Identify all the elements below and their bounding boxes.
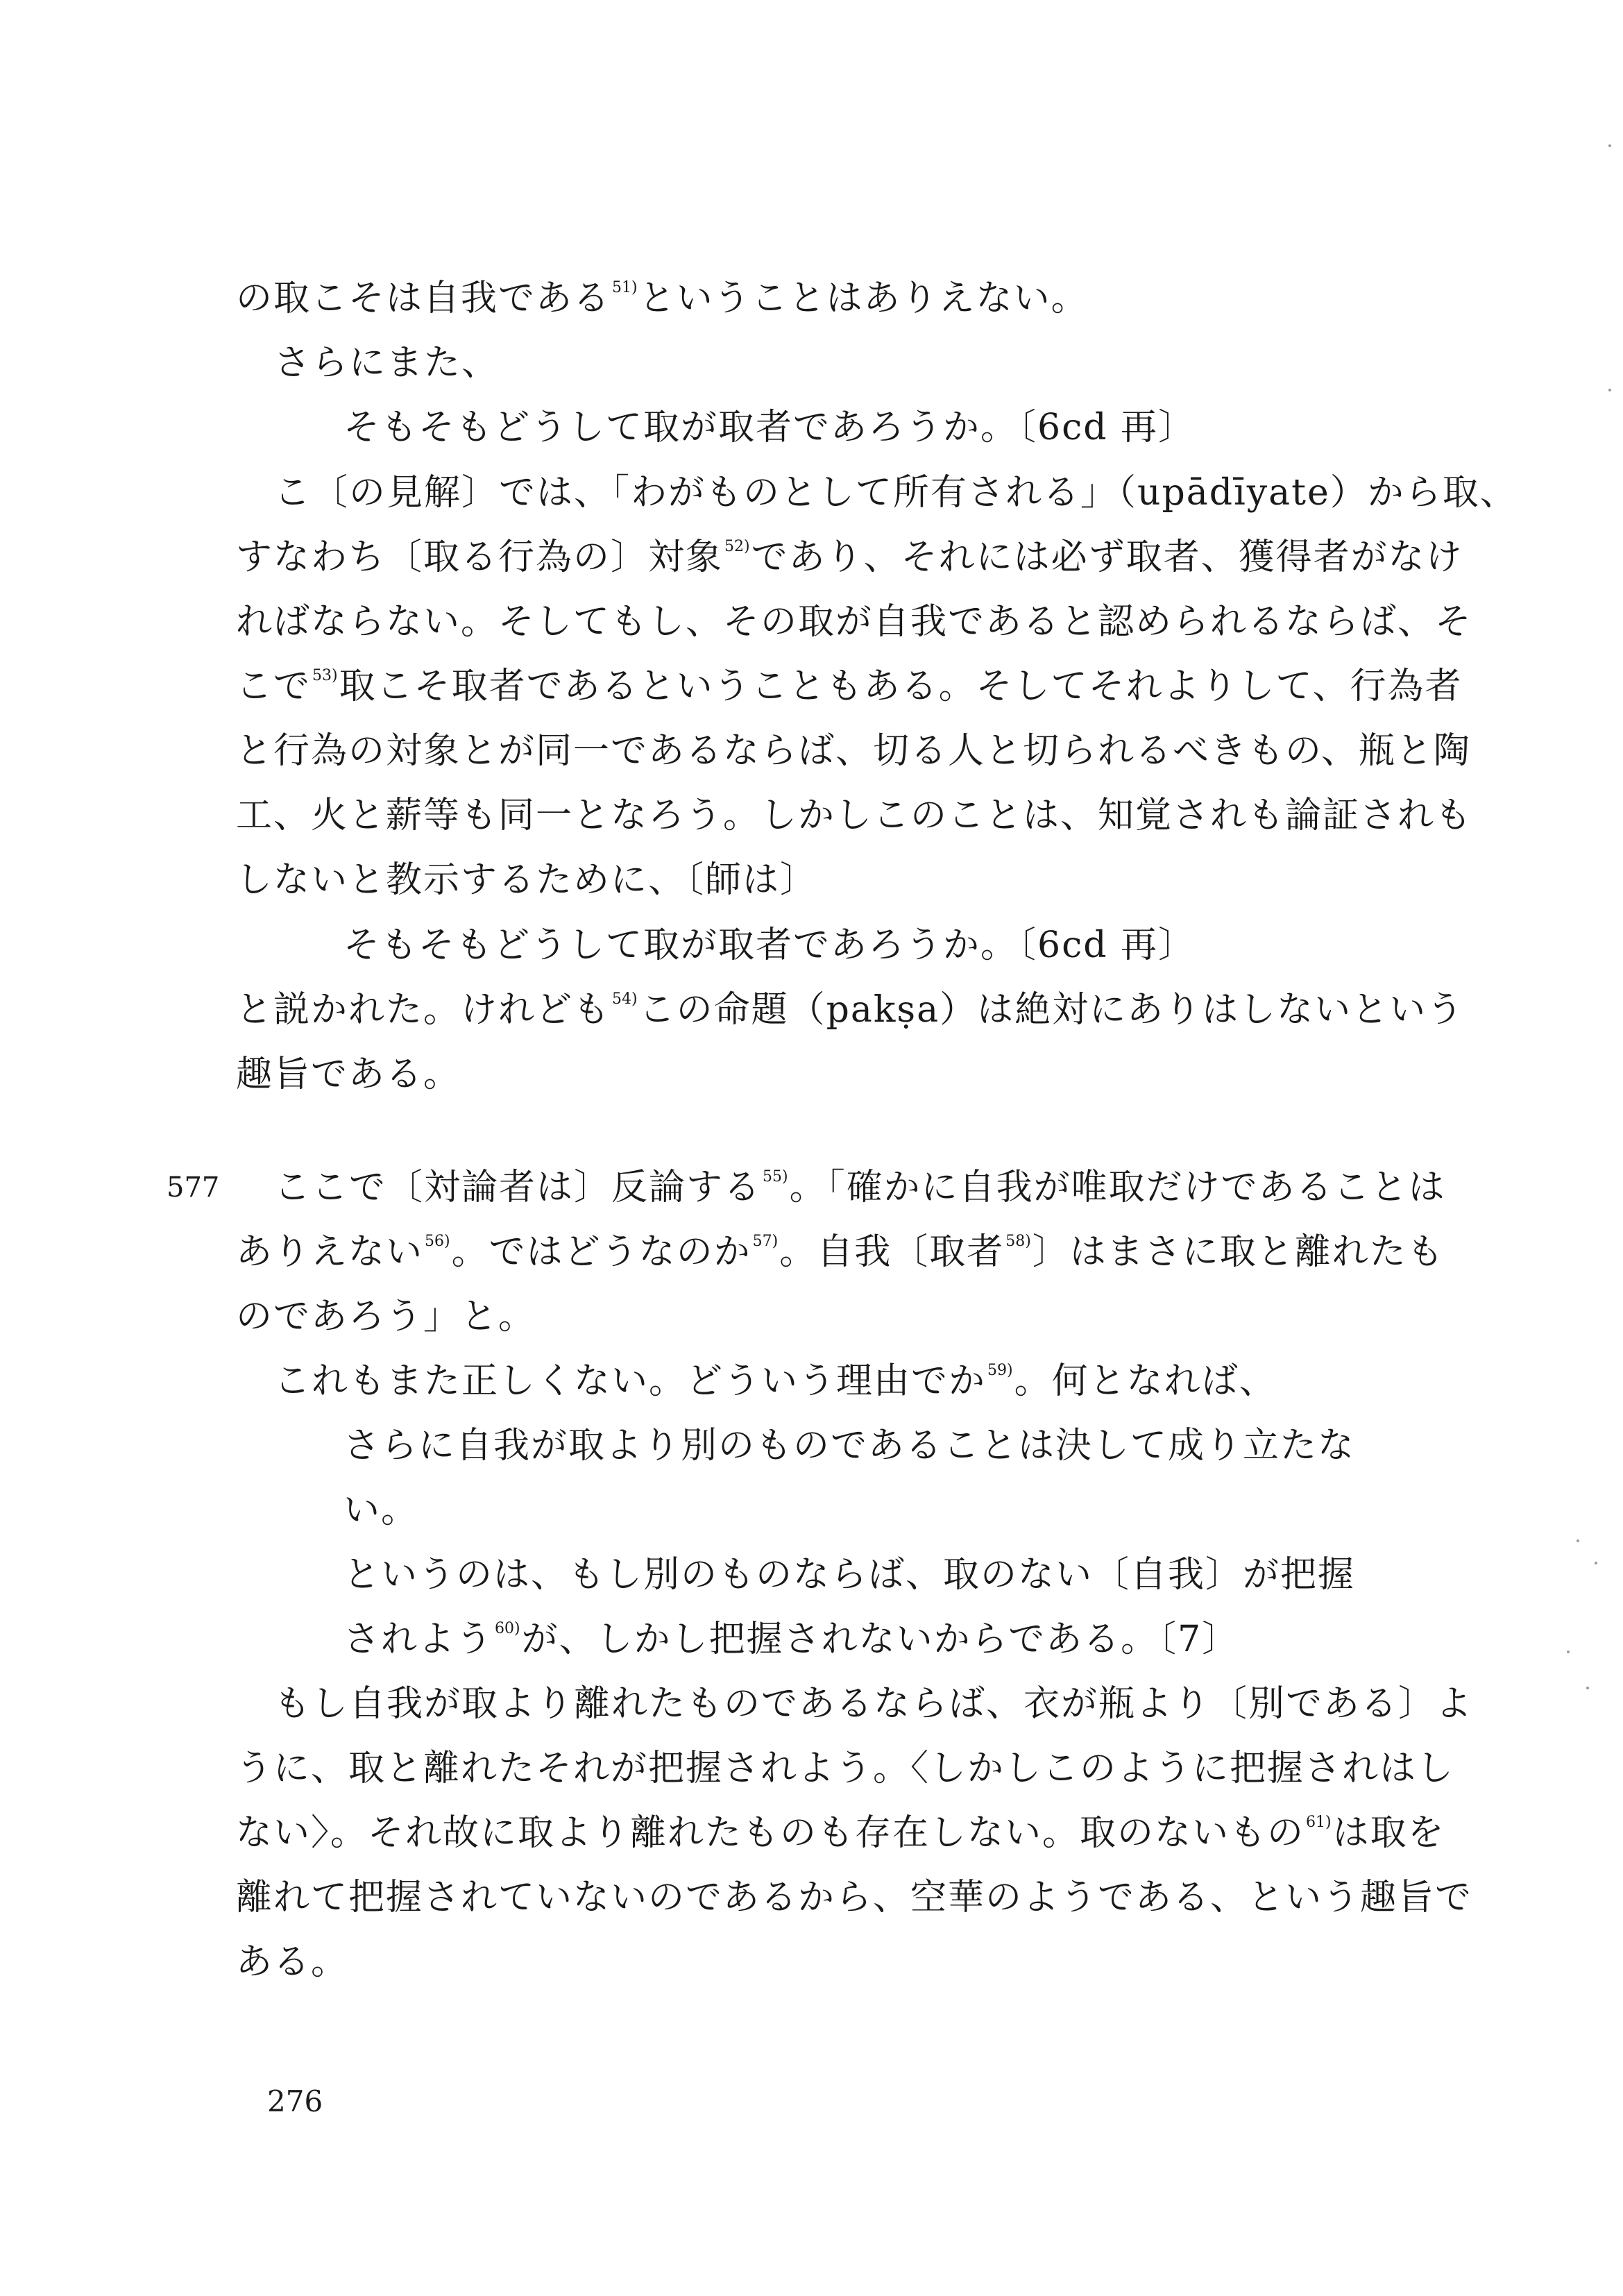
scan-speck (1595, 1562, 1597, 1564)
scan-speck (1586, 1687, 1589, 1689)
text-segment: そもそもどうして取が取者であろうか。〔6cd 再〕 (343, 925, 1196, 966)
footnote-marker: 54) (612, 990, 638, 1008)
text-line (236, 1231, 1445, 1273)
footnote-marker: 51) (612, 279, 638, 296)
page-number: 276 (267, 2084, 323, 2118)
text-line (236, 278, 1089, 319)
text-segment: というのは、もし別のものならば、取のない〔自我〕が把握 (343, 1554, 1356, 1596)
scan-speck (1608, 389, 1611, 391)
text-segment: は取を (1332, 1812, 1445, 1854)
footnote-marker: 55) (763, 1168, 788, 1185)
text-line (343, 925, 1196, 966)
footnote-marker: 61) (1306, 1814, 1332, 1831)
text-segment: すなわち〔取る行為の〕対象 (236, 537, 724, 578)
footnote-marker: 59) (987, 1362, 1013, 1379)
text-line (343, 1425, 1355, 1467)
text-segment: そもそもどうして取が取者であろうか。〔6cd 再〕 (343, 407, 1196, 448)
text-segment: 離れて把握されていないのであるから、空華のようである、という趣旨で (236, 1877, 1473, 1918)
text-line (236, 1941, 348, 1983)
text-line (274, 1167, 1446, 1208)
text-line (236, 537, 1463, 578)
text-segment: が、しかし把握されないからである。〔7〕 (521, 1619, 1240, 1660)
text-line (236, 989, 1464, 1031)
text-line (236, 666, 1463, 707)
scan-speck (1577, 1539, 1579, 1542)
text-line (343, 1554, 1355, 1596)
text-segment: ここで〔対論者は〕反論する (274, 1167, 762, 1208)
text-segment: これもまた正しくない。どういう理由でか (274, 1360, 987, 1402)
text-segment: い。 (343, 1489, 419, 1531)
text-segment: こで (236, 666, 312, 707)
text-line (236, 1812, 1445, 1854)
text-segment: ある。 (236, 1941, 349, 1983)
text-segment: 。ではどうなのか (451, 1231, 751, 1273)
text-line (236, 601, 1472, 643)
text-segment: 。何となれば、 (1014, 1360, 1277, 1402)
text-line (274, 1683, 1473, 1725)
text-segment: ということはありえない。 (638, 278, 1089, 319)
text-segment: 〕はまさに取と離れたも (1032, 1231, 1445, 1273)
text-segment: うに、取と離れたそれが把握されよう。〈しかしこのように把握されはし (236, 1748, 1455, 1789)
text-segment: もし自我が取より離れたものであるならば、衣が瓶より〔別である〕よ (274, 1683, 1474, 1725)
text-segment: のであろう」と。 (236, 1296, 536, 1337)
text-segment: であり、それには必ず取者、獲得者がなけ (751, 537, 1463, 578)
footnote-marker: 56) (425, 1233, 450, 1250)
scan-speck (1567, 1651, 1570, 1653)
text-line (274, 472, 1518, 514)
text-segment: 取こそ取者であるということもある。そしてそれよりして、行為者 (339, 666, 1463, 707)
text-line (236, 1877, 1472, 1918)
text-segment: 趣旨である。 (236, 1054, 461, 1095)
footnote-marker: 60) (495, 1620, 520, 1637)
text-segment: しないと教示するために、〔師は〕 (236, 859, 818, 901)
text-segment: この命題（pakṣa）は絶対にありはしないという (638, 989, 1465, 1031)
text-segment: こ〔の見解〕では、「わがものとして所有される」（upādīyate）から取、 (274, 472, 1518, 514)
text-line (236, 1748, 1454, 1789)
text-line (236, 859, 817, 901)
scan-speck (1608, 144, 1611, 147)
text-segment: ればならない。そしてもし、その取が自我であると認められるならば、そ (236, 601, 1473, 643)
text-line (236, 795, 1472, 836)
footnote-marker: 52) (724, 538, 750, 555)
text-line (274, 342, 499, 384)
text-line (236, 730, 1471, 772)
text-segment: の取こそは自我である (236, 278, 611, 319)
text-segment: 工、火と薪等も同一となろう。しかしこのことは、知覚されも論証されも (236, 795, 1473, 836)
text-segment: 。「確かに自我が唯取だけであることは (789, 1167, 1446, 1208)
text-segment: さらにまた、 (274, 342, 500, 384)
text-segment: されよう (343, 1619, 494, 1660)
footnote-marker: 53) (312, 667, 338, 684)
margin-number: 577 (167, 1172, 220, 1204)
text-segment: さらに自我が取より別のものであることは決して成り立たな (343, 1425, 1356, 1467)
text-segment: と行為の対象とが同一であるならば、切る人と切られるべきもの、瓶と陶 (236, 730, 1471, 772)
text-segment: 。自我〔取者 (779, 1231, 1005, 1273)
text-line (236, 1296, 536, 1337)
text-segment: ない〉。それ故に取より離れたものも存在しない。取のないもの (236, 1812, 1305, 1854)
footnote-marker: 58) (1005, 1233, 1031, 1250)
text-line (236, 1054, 461, 1095)
text-segment: と説かれた。けれども (236, 989, 611, 1031)
text-line (274, 1360, 1277, 1402)
footnote-marker: 57) (752, 1233, 779, 1250)
text-line (343, 407, 1196, 448)
text-line (343, 1619, 1239, 1660)
text-line (343, 1489, 418, 1531)
text-segment: ありえない (236, 1231, 424, 1273)
